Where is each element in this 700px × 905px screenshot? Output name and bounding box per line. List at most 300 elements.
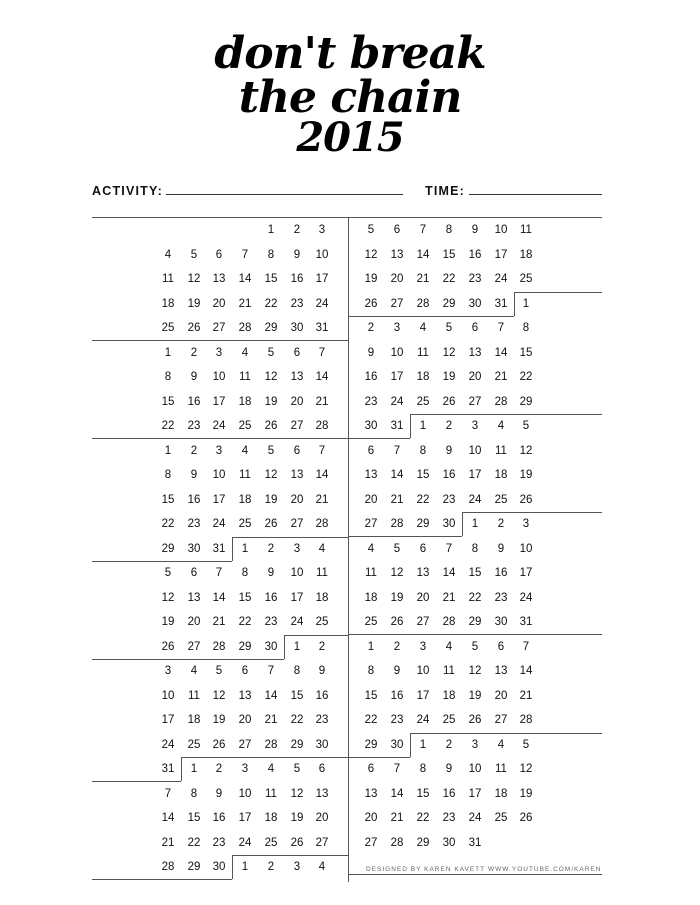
day-cell: 2 [267, 542, 275, 555]
day-cell: 16 [442, 469, 456, 481]
grid-rule [348, 536, 462, 537]
activity-field[interactable] [166, 177, 403, 193]
day-cell: 9 [190, 371, 198, 383]
day-cell: 29 [442, 297, 456, 310]
day-cell: 1 [367, 640, 375, 653]
day-cell: 21 [390, 812, 404, 824]
day-cell: 7 [318, 346, 326, 359]
day-cell: 24 [238, 836, 252, 849]
day-cell: 22 [468, 591, 482, 604]
day-cell: 24 [416, 714, 430, 726]
day-cell: 22 [416, 812, 430, 824]
day-cell: 1 [419, 420, 427, 432]
day-cell: 4 [497, 420, 505, 432]
day-cell: 17 [416, 689, 430, 702]
day-cell: 30 [290, 322, 304, 334]
grid-rule [284, 635, 285, 659]
day-cell: 13 [364, 787, 378, 800]
day-cell: 3 [293, 861, 301, 873]
day-cell: 31 [212, 542, 226, 555]
day-cell: 12 [161, 591, 175, 604]
day-cell: 21 [315, 395, 329, 408]
day-cell: 13 [290, 371, 304, 383]
day-cell: 15 [264, 273, 278, 285]
day-cell: 6 [471, 322, 479, 334]
day-cell: 7 [164, 787, 172, 800]
title-year: 2015 [296, 114, 404, 161]
grid-rule [92, 438, 348, 439]
day-cell: 12 [468, 665, 482, 677]
day-cell: 23 [494, 591, 508, 604]
day-cell: 30 [212, 861, 226, 873]
day-cell: 13 [494, 665, 508, 677]
day-cell: 28 [161, 861, 175, 873]
day-cell: 10 [238, 787, 252, 800]
day-cell: 26 [161, 640, 175, 653]
day-cell: 14 [390, 787, 404, 800]
footer-url: WWW.YOUTUBE.COM/KAREN [488, 866, 602, 873]
day-cell: 8 [419, 763, 427, 775]
day-cell: 15 [290, 689, 304, 702]
day-cell: 25 [187, 738, 201, 751]
day-cell: 19 [519, 787, 533, 800]
day-cell: 2 [393, 640, 401, 653]
grid-rule [284, 635, 348, 636]
day-cell: 4 [367, 542, 375, 555]
day-cell: 29 [187, 861, 201, 873]
day-cell: 6 [393, 224, 401, 236]
grid-rule [348, 438, 410, 439]
day-cell: 25 [161, 322, 175, 334]
day-cell: 7 [419, 224, 427, 236]
day-cell: 1 [164, 346, 172, 359]
day-cell: 20 [212, 297, 226, 310]
day-cell: 24 [390, 395, 404, 408]
day-cell: 25 [315, 616, 329, 628]
day-cell: 28 [315, 518, 329, 530]
grid-rule [514, 292, 515, 316]
day-cell: 13 [468, 346, 482, 359]
day-cell: 20 [390, 273, 404, 285]
activity-line [166, 194, 403, 195]
day-cell: 27 [290, 518, 304, 530]
grid-rule [410, 414, 602, 415]
day-cell: 11 [239, 469, 251, 481]
day-cell: 28 [238, 322, 252, 334]
day-cell: 21 [442, 591, 456, 604]
day-cell: 12 [290, 787, 304, 800]
day-cell: 7 [393, 444, 401, 457]
day-cell: 21 [264, 714, 278, 726]
day-cell: 2 [293, 224, 301, 236]
day-cell: 20 [468, 371, 482, 383]
grid-rule [410, 414, 411, 438]
day-cell: 14 [238, 273, 252, 285]
day-cell: 11 [162, 273, 174, 285]
day-cell: 23 [187, 420, 201, 432]
day-cell: 30 [315, 738, 329, 751]
day-cell: 29 [519, 395, 533, 408]
day-cell: 11 [365, 567, 377, 579]
day-cell: 21 [416, 273, 430, 285]
day-cell: 28 [494, 395, 508, 408]
day-cell: 19 [290, 812, 304, 824]
day-cell: 15 [416, 469, 430, 481]
day-cell: 6 [293, 444, 301, 457]
day-cell: 24 [519, 591, 533, 604]
grid-rule [92, 659, 284, 660]
day-cell: 6 [241, 665, 249, 677]
day-cell: 28 [315, 420, 329, 432]
day-cell: 11 [495, 444, 507, 457]
day-cell: 13 [364, 469, 378, 481]
day-cell: 18 [264, 812, 278, 824]
day-cell: 20 [290, 493, 304, 506]
day-cell: 9 [367, 346, 375, 359]
day-cell: 30 [264, 640, 278, 653]
day-cell: 20 [315, 812, 329, 824]
day-cell: 31 [468, 836, 482, 849]
day-cell: 24 [290, 616, 304, 628]
day-cell: 4 [445, 640, 453, 653]
day-cell: 2 [215, 763, 223, 775]
day-cell: 4 [241, 444, 249, 457]
day-cell: 23 [468, 273, 482, 285]
day-cell: 16 [187, 395, 201, 408]
day-cell: 21 [212, 616, 226, 628]
day-cell: 5 [267, 444, 275, 457]
day-cell: 3 [215, 346, 223, 359]
day-cell: 20 [494, 689, 508, 702]
day-cell: 30 [364, 420, 378, 432]
day-cell: 18 [364, 591, 378, 604]
day-cell: 18 [238, 493, 252, 506]
day-cell: 12 [519, 763, 533, 775]
day-cell: 8 [293, 665, 301, 677]
day-cell: 31 [390, 420, 404, 432]
day-cell: 18 [187, 714, 201, 726]
grid-rule [181, 757, 182, 781]
day-cell: 16 [442, 787, 456, 800]
day-cell: 22 [264, 297, 278, 310]
day-cell: 8 [267, 248, 275, 261]
day-cell: 19 [442, 371, 456, 383]
day-cell: 25 [494, 812, 508, 824]
day-cell: 17 [468, 787, 482, 800]
day-cell: 1 [522, 297, 530, 310]
day-cell: 26 [390, 616, 404, 628]
day-cell: 18 [161, 297, 175, 310]
day-cell: 7 [497, 322, 505, 334]
day-cell: 31 [494, 297, 508, 310]
grid-rule [232, 855, 348, 856]
day-cell: 7 [522, 640, 530, 653]
day-cell: 19 [161, 616, 175, 628]
day-cell: 26 [364, 297, 378, 310]
day-cell: 5 [522, 738, 530, 751]
day-cell: 15 [416, 787, 430, 800]
day-cell: 10 [468, 444, 482, 457]
day-cell: 26 [442, 395, 456, 408]
day-cell: 3 [241, 763, 249, 775]
grid-rule [348, 217, 349, 882]
day-cell: 27 [494, 714, 508, 726]
day-cell: 23 [364, 395, 378, 408]
day-cell: 10 [315, 248, 329, 261]
day-cell: 17 [161, 714, 175, 726]
day-cell: 23 [264, 616, 278, 628]
day-cell: 20 [290, 395, 304, 408]
day-cell: 2 [190, 444, 198, 457]
day-cell: 20 [187, 616, 201, 628]
grid-rule [348, 217, 602, 218]
day-cell: 9 [215, 787, 223, 800]
day-cell: 13 [212, 273, 226, 285]
day-cell: 27 [416, 616, 430, 628]
day-cell: 23 [187, 518, 201, 530]
day-cell: 12 [442, 346, 456, 359]
day-cell: 26 [519, 493, 533, 506]
day-cell: 7 [215, 567, 223, 579]
day-cell: 3 [522, 518, 530, 530]
day-cell: 1 [419, 738, 427, 751]
title-line-2: the chain [238, 72, 462, 123]
grid-rule [348, 874, 602, 875]
day-cell: 29 [264, 322, 278, 334]
day-cell: 2 [445, 420, 453, 432]
day-cell: 11 [443, 665, 455, 677]
day-cell: 26 [290, 836, 304, 849]
day-cell: 3 [215, 444, 223, 457]
day-cell: 30 [442, 518, 456, 530]
grid-rule [92, 781, 181, 782]
day-cell: 17 [390, 371, 404, 383]
day-cell: 28 [390, 518, 404, 530]
day-cell: 26 [187, 322, 201, 334]
day-cell: 2 [318, 640, 326, 653]
activity-label: ACTIVITY: [92, 184, 163, 198]
day-cell: 6 [497, 640, 505, 653]
day-cell: 21 [315, 493, 329, 506]
day-cell: 8 [445, 224, 453, 236]
day-cell: 14 [390, 469, 404, 481]
designer-credit: DESIGNED BY KAREN KAVETT [366, 866, 486, 873]
day-cell: 30 [494, 616, 508, 628]
day-cell: 28 [212, 640, 226, 653]
day-cell: 3 [471, 420, 479, 432]
day-cell: 25 [238, 518, 252, 530]
day-cell: 5 [393, 542, 401, 555]
day-cell: 24 [494, 273, 508, 285]
day-cell: 16 [212, 812, 226, 824]
day-cell: 22 [161, 420, 175, 432]
day-cell: 7 [393, 763, 401, 775]
day-cell: 13 [390, 248, 404, 261]
day-cell: 23 [442, 812, 456, 824]
day-cell: 22 [238, 616, 252, 628]
day-cell: 25 [364, 616, 378, 628]
day-cell: 9 [445, 444, 453, 457]
grid-rule [462, 512, 463, 536]
day-cell: 29 [238, 640, 252, 653]
day-cell: 1 [190, 763, 198, 775]
day-cell: 14 [161, 812, 175, 824]
day-cell: 17 [238, 812, 252, 824]
day-cell: 27 [290, 420, 304, 432]
day-cell: 11 [188, 689, 200, 702]
day-cell: 20 [364, 812, 378, 824]
day-cell: 7 [241, 248, 249, 261]
day-cell: 18 [494, 469, 508, 481]
grid-rule [92, 879, 232, 880]
day-cell: 30 [468, 297, 482, 310]
day-cell: 2 [190, 346, 198, 359]
day-cell: 18 [416, 371, 430, 383]
day-cell: 29 [364, 738, 378, 751]
day-cell: 16 [290, 273, 304, 285]
day-cell: 11 [239, 371, 251, 383]
day-cell: 26 [519, 812, 533, 824]
day-cell: 7 [445, 542, 453, 555]
day-cell: 24 [212, 420, 226, 432]
day-cell: 12 [264, 469, 278, 481]
day-cell: 3 [393, 322, 401, 334]
title-line-1: don't break [214, 28, 486, 79]
day-cell: 1 [241, 861, 249, 873]
day-cell: 14 [315, 371, 329, 383]
day-cell: 23 [390, 714, 404, 726]
day-cell: 25 [264, 836, 278, 849]
day-cell: 4 [164, 248, 172, 261]
day-cell: 31 [519, 616, 533, 628]
day-cell: 3 [419, 640, 427, 653]
day-cell: 29 [416, 518, 430, 530]
grid-rule [410, 733, 411, 757]
day-cell: 19 [468, 689, 482, 702]
day-cell: 13 [416, 567, 430, 579]
day-cell: 19 [364, 273, 378, 285]
time-label: TIME: [425, 184, 466, 198]
day-cell: 4 [318, 542, 326, 555]
grid-rule [348, 757, 410, 758]
day-cell: 21 [161, 836, 175, 849]
day-cell: 21 [519, 689, 533, 702]
day-cell: 22 [442, 273, 456, 285]
day-cell: 16 [494, 567, 508, 579]
day-cell: 16 [187, 493, 201, 506]
day-cell: 7 [318, 444, 326, 457]
day-cell: 1 [164, 444, 172, 457]
day-cell: 15 [238, 591, 252, 604]
day-cell: 18 [519, 248, 533, 261]
day-cell: 12 [364, 248, 378, 261]
day-cell: 27 [187, 640, 201, 653]
day-cell: 26 [264, 518, 278, 530]
day-cell: 8 [190, 787, 198, 800]
day-cell: 24 [161, 738, 175, 751]
day-cell: 21 [494, 371, 508, 383]
day-cell: 30 [442, 836, 456, 849]
day-cell: 17 [494, 248, 508, 261]
day-cell: 2 [497, 518, 505, 530]
grid-rule [348, 316, 514, 317]
day-cell: 15 [519, 346, 533, 359]
day-cell: 2 [267, 861, 275, 873]
day-cell: 23 [315, 714, 329, 726]
day-cell: 20 [238, 714, 252, 726]
day-cell: 3 [318, 224, 326, 236]
day-cell: 28 [390, 836, 404, 849]
day-cell: 22 [161, 518, 175, 530]
day-cell: 6 [293, 346, 301, 359]
day-cell: 13 [315, 787, 329, 800]
day-cell: 12 [390, 567, 404, 579]
day-cell: 22 [364, 714, 378, 726]
day-cell: 2 [445, 738, 453, 751]
day-cell: 27 [390, 297, 404, 310]
day-cell: 21 [238, 297, 252, 310]
day-cell: 17 [212, 395, 226, 408]
day-cell: 17 [315, 273, 329, 285]
day-cell: 10 [390, 346, 404, 359]
day-cell: 5 [522, 420, 530, 432]
day-cell: 14 [442, 567, 456, 579]
day-cell: 11 [316, 567, 328, 579]
time-field[interactable] [469, 177, 602, 193]
day-cell: 19 [264, 493, 278, 506]
day-cell: 10 [212, 371, 226, 383]
day-cell: 28 [416, 297, 430, 310]
day-cell: 4 [241, 346, 249, 359]
day-cell: 5 [215, 665, 223, 677]
day-cell: 26 [468, 714, 482, 726]
day-cell: 29 [416, 836, 430, 849]
day-cell: 2 [367, 322, 375, 334]
day-cell: 16 [264, 591, 278, 604]
day-cell: 8 [471, 542, 479, 555]
day-cell: 22 [290, 714, 304, 726]
grid-rule [92, 340, 348, 341]
day-cell: 28 [519, 714, 533, 726]
day-cell: 17 [519, 567, 533, 579]
day-cell: 21 [390, 493, 404, 506]
grid-rule [92, 561, 232, 562]
day-cell: 9 [471, 224, 479, 236]
day-cell: 23 [212, 836, 226, 849]
day-cell: 8 [164, 469, 172, 481]
day-cell: 5 [164, 567, 172, 579]
day-cell: 19 [212, 714, 226, 726]
day-cell: 27 [212, 322, 226, 334]
grid-rule [181, 757, 348, 758]
day-cell: 11 [265, 787, 277, 800]
grid-rule [232, 537, 233, 561]
day-cell: 4 [318, 861, 326, 873]
day-cell: 5 [293, 763, 301, 775]
day-cell: 9 [267, 567, 275, 579]
day-cell: 27 [364, 836, 378, 849]
day-cell: 6 [318, 763, 326, 775]
day-cell: 10 [494, 224, 508, 236]
day-cell: 15 [364, 689, 378, 702]
day-cell: 10 [519, 542, 533, 555]
day-cell: 9 [497, 542, 505, 555]
day-cell: 15 [161, 395, 175, 408]
day-cell: 19 [519, 469, 533, 481]
day-cell: 15 [468, 567, 482, 579]
time-line [469, 194, 602, 195]
grid-rule [348, 634, 602, 635]
